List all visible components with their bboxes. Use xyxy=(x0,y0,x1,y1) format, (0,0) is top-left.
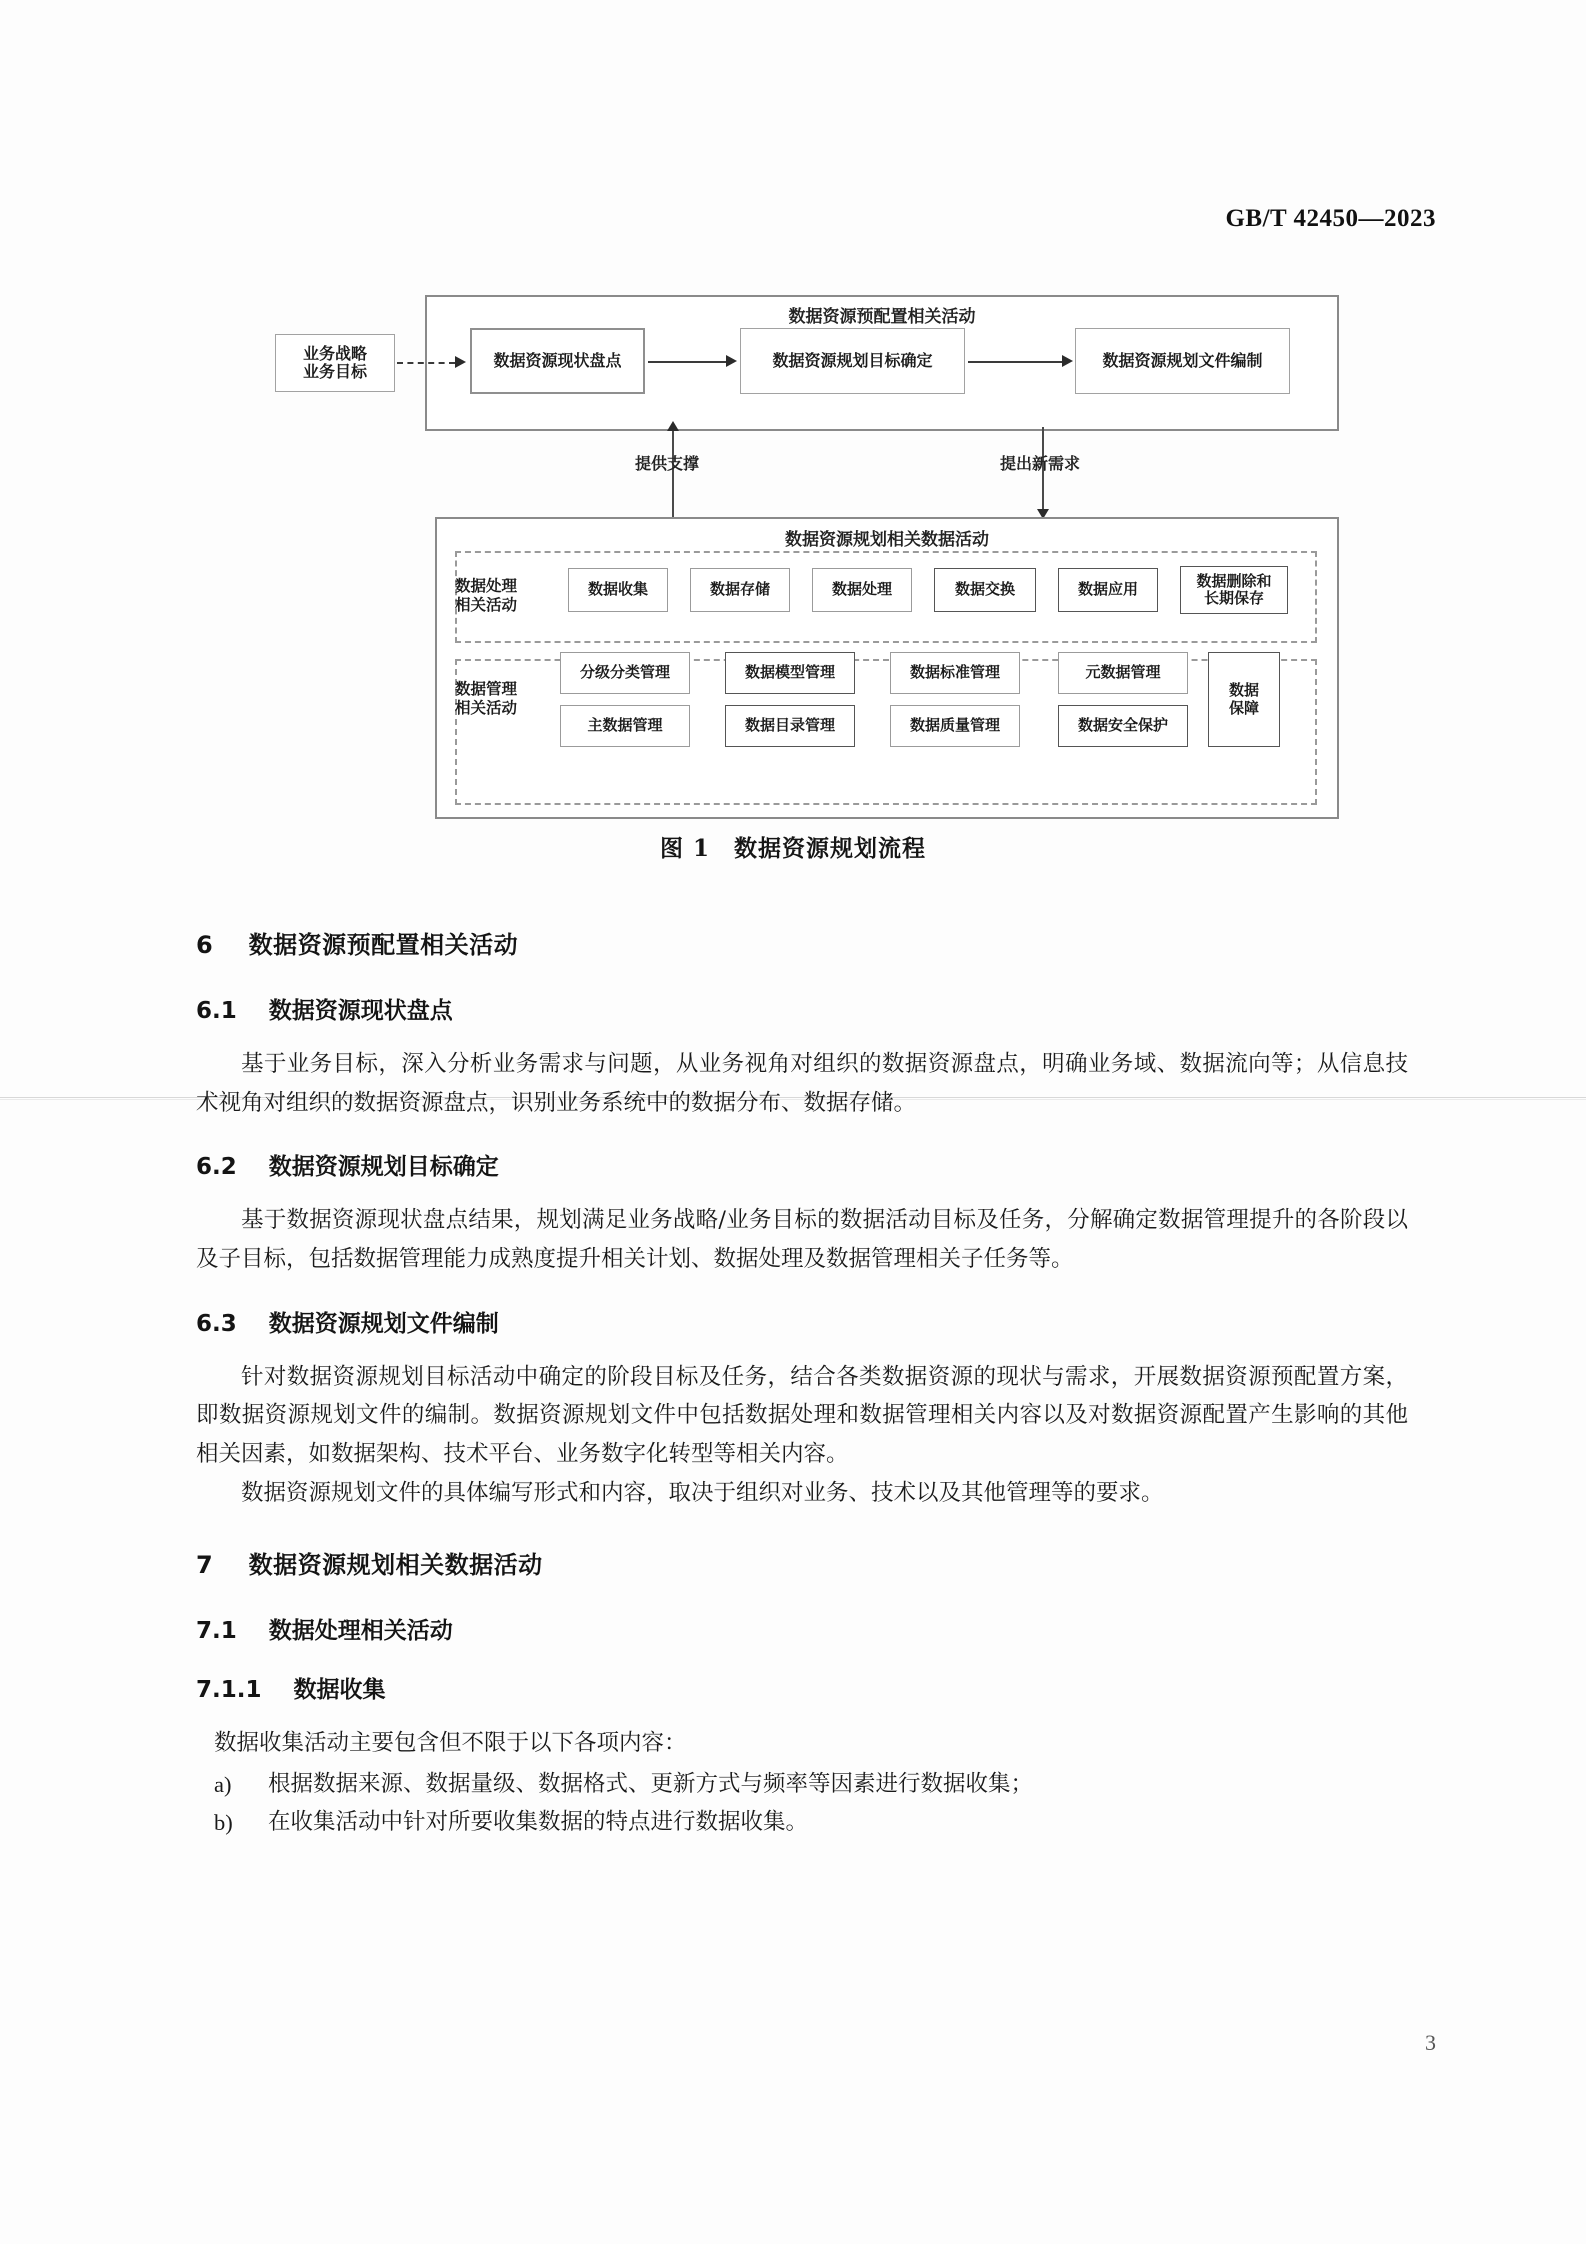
business-strategy-box xyxy=(275,334,395,392)
group-label-line2: 相关活动 xyxy=(455,697,518,717)
list-item xyxy=(196,1766,1408,1804)
heading-6-1-number: 6.1 xyxy=(196,998,237,1024)
planning-panel-title: 数据资源规划相关数据活动 xyxy=(785,530,989,550)
group-label-line2: 相关活动 xyxy=(455,594,518,614)
heading-7-number: 7 xyxy=(196,1550,214,1579)
business-strategy-line2: 业务目标 xyxy=(302,362,367,381)
standard-number-header: GB/T 42450—2023 xyxy=(1225,205,1436,232)
paragraph-7-1-1-lead: 数据收集活动主要包含但不限于以下各项内容： xyxy=(214,1729,687,1756)
heading-6-number: 6 xyxy=(196,931,214,959)
heading-6 xyxy=(196,925,1408,960)
step-box-inventory: 数据资源现状盘点 xyxy=(470,328,645,394)
heading-7-1-1-number: 7.1.1 xyxy=(196,1676,262,1703)
activity-cell-data-application: 数据应用 xyxy=(1058,568,1158,612)
activity-cell-data-processing: 数据处理 xyxy=(812,568,912,612)
list-7-1-1 xyxy=(196,1766,1408,1842)
step-box-document: 数据资源规划文件编制 xyxy=(1075,328,1290,394)
new-requirement-label: 提出新需求 xyxy=(1000,454,1081,473)
cell-line1: 数据 xyxy=(1228,681,1259,700)
figure-data-resource-planning-flow xyxy=(0,285,1586,845)
connector-line xyxy=(968,361,1062,363)
heading-7-1-title: 数据处理相关活动 xyxy=(268,1617,453,1644)
cell-line1: 数据删除和 xyxy=(1196,571,1272,590)
list-item-text: 根据数据来源、数据量级、数据格式、更新方式与频率等因素进行数据收集； xyxy=(268,1771,1034,1798)
figure-caption: 图 1 数据资源规划流程 xyxy=(659,835,926,862)
list-item-marker: a) xyxy=(214,1772,232,1798)
heading-6-3 xyxy=(196,1305,1408,1338)
heading-6-title: 数据资源预配置相关活动 xyxy=(248,931,519,959)
arrowhead-up-icon xyxy=(667,421,679,431)
heading-7-1-1 xyxy=(196,1671,1408,1704)
heading-6-2-number: 6.2 xyxy=(196,1154,237,1181)
heading-7 xyxy=(196,1545,1408,1580)
mgmt-cell-data-security: 数据安全保护 xyxy=(1058,705,1188,747)
mgmt-cell-classification: 分级分类管理 xyxy=(560,652,690,694)
heading-7-1-number: 7.1 xyxy=(196,1617,237,1644)
heading-7-title: 数据资源规划相关数据活动 xyxy=(248,1550,543,1579)
arrowhead-right-icon xyxy=(726,355,737,367)
dashed-connector xyxy=(397,362,455,364)
heading-6-1 xyxy=(196,992,1408,1025)
heading-7-1 xyxy=(196,1612,1408,1645)
heading-6-3-number: 6.3 xyxy=(196,1310,237,1337)
preconfiguration-panel-title: 数据资源预配置相关活动 xyxy=(788,307,976,327)
heading-6-2 xyxy=(196,1148,1408,1181)
connector-line xyxy=(648,361,726,363)
support-label: 提供支撑 xyxy=(635,454,700,473)
mgmt-cell-data-standard: 数据标准管理 xyxy=(890,652,1020,694)
paragraph-6-3-1: 针对数据资源规划目标活动中确定的阶段目标及任务，结合各类数据资源的现状与需求，开展数据资源预配置方案，即数据资源规划文件的编制。数据资源规划文件中包括数据处理和数据管理相关内容以及对数据资源配置产生影响的其他相关因素，如数据架构、技术平台、业务数字化转型等相关内容。 xyxy=(196,1363,1408,1468)
activity-cell-data-storage: 数据存储 xyxy=(690,568,790,612)
mgmt-cell-data-catalog: 数据目录管理 xyxy=(725,705,855,747)
arrowhead-right-icon xyxy=(1062,355,1073,367)
activity-cell-data-collection: 数据收集 xyxy=(568,568,668,612)
mgmt-cell-metadata: 元数据管理 xyxy=(1058,652,1188,694)
activity-cell-data-exchange: 数据交换 xyxy=(934,568,1036,612)
cell-line2: 长期保存 xyxy=(1203,589,1264,607)
mgmt-cell-master-data: 主数据管理 xyxy=(560,705,690,747)
group-label-line1: 数据处理 xyxy=(455,576,518,595)
heading-6-2-title: 数据资源规划目标确定 xyxy=(268,1154,499,1181)
list-item xyxy=(196,1804,1408,1842)
heading-7-1-1-title: 数据收集 xyxy=(293,1676,386,1703)
arrowhead-right-icon xyxy=(455,356,466,368)
list-item-marker: b) xyxy=(214,1809,233,1835)
list-item-text: 在收集活动中针对所要收集数据的特点进行数据收集。 xyxy=(268,1808,809,1835)
document-body xyxy=(196,925,1408,1842)
step-box-goal: 数据资源规划目标确定 xyxy=(740,328,965,394)
mgmt-cell-data-model: 数据模型管理 xyxy=(725,652,855,694)
data-processing-group-label xyxy=(455,577,545,614)
heading-6-3-title: 数据资源规划文件编制 xyxy=(268,1310,499,1337)
paragraph-6-3-2: 数据资源规划文件的具体编写形式和内容，取决于组织对业务、技术以及其他管理等的要求。 xyxy=(241,1479,1164,1506)
mgmt-cell-data-quality: 数据质量管理 xyxy=(890,705,1020,747)
activity-cell-data-deletion-retention xyxy=(1180,566,1288,614)
group-label-line1: 数据管理 xyxy=(455,679,518,698)
cell-line2: 保障 xyxy=(1228,698,1259,717)
heading-6-1-title: 数据资源现状盘点 xyxy=(268,998,453,1024)
paragraph-6-2: 基于数据资源现状盘点结果，规划满足业务战略/业务目标的数据活动目标及任务，分解确定数据管理提升的各阶段以及子目标，包括数据管理能力成熟度提升相关计划、数据处理及数据管理相关子任务等。 xyxy=(196,1207,1408,1273)
mgmt-cell-data-assurance xyxy=(1208,652,1280,747)
business-strategy-line1: 业务战略 xyxy=(302,343,367,363)
paragraph-6-1: 基于业务目标，深入分析业务需求与问题，从业务视角对组织的数据资源盘点，明确业务域、数据流向等；从信息技术视角对组织的数据资源盘点，识别业务系统中的数据分布、数据存储。 xyxy=(196,1051,1408,1116)
data-management-group-label xyxy=(455,680,545,717)
page-number: 3 xyxy=(1425,2030,1436,2055)
